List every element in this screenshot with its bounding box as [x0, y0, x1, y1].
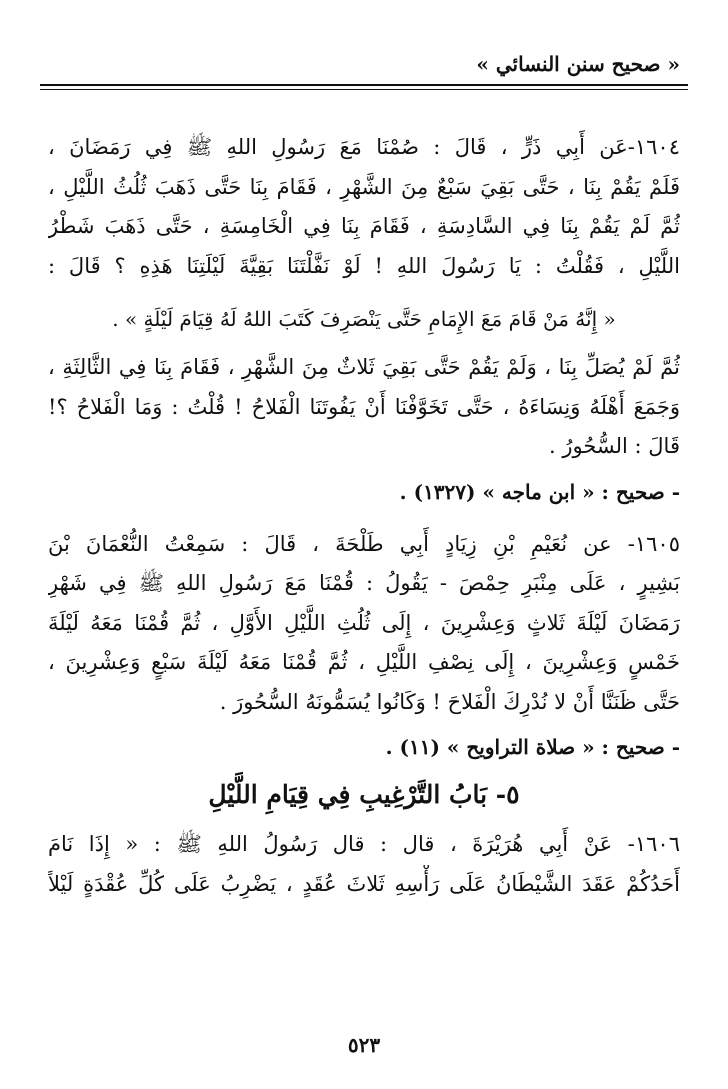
grade-note: - صحيح : « ابن ماجه » (١٣٢٧) . — [399, 479, 680, 504]
text-line: حَتَّى ظَنَنَّا أَنْ لا نُدْرِكَ الْفَلاحَ ! وَكَانُوا يُسَمُّونَهُ السُّحُورَ . — [219, 689, 680, 714]
page-header — [40, 44, 688, 86]
text-line: خَمْسٍ وَعِشْرِينَ ، إِلَى نِصْفِ اللَّيْلِ ، ثُمَّ قُمْنَا مَعَهُ لَيْلَةَ سَبْعٍ وَعِشْرِينَ ، — [48, 650, 680, 674]
text-line: ١٦٠٦- عَنْ أَبِي هُرَيْرَةَ ، قال : قال رَسُولُ اللهِ ﷺ : « إِذَا نَامَ — [48, 832, 680, 856]
page-content — [48, 128, 680, 904]
text-line: اللَّيْلِ ، فَقُلْتُ : يَا رَسُولَ اللهِ ! لَوْ نَفَّلْتَنَا بَقِيَّةَ لَيْلَتِنَا هَذِهِ ؟ قَالَ : — [48, 253, 680, 278]
text-line: ثُمَّ لَمْ يُصَلِّ بِنَا ، وَلَمْ يَقُمْ حَتَّى بَقِيَ ثَلاثٌ مِنَ الشَّهْرِ ، فَقَامَ بِنَا فِي الثَّالِثَةِ ، — [48, 355, 680, 379]
text-line: رَمَضَانَ لَيْلَةَ ثَلاثٍ وَعِشْرِينَ ، إِلَى ثُلُثِ اللَّيْلِ الأَوَّلِ ، ثُمَّ قُمْنَا مَعَهُ لَيْلَةَ — [48, 610, 680, 635]
text-line: بَشِيرٍ ، عَلَى مِنْبَرِ حِمْصَ - يَقُولُ : قُمْنَا مَعَ رَسُولِ اللهِ ﷺ فِي شَهْرِ — [48, 571, 680, 595]
header-rule-thin — [40, 89, 688, 90]
text-line: وَجَمَعَ أَهْلَهُ وَنِسَاءَهُ ، حَتَّى تَخَوَّفْنَا أَنْ يَفُوتَنَا الْفَلاحُ ! قُلْتُ : وَمَا الْفَلاحُ ؟! — [48, 394, 680, 419]
page-number: ٥٢٣ — [347, 1033, 381, 1057]
hadith-1605 — [48, 525, 680, 723]
header-rule — [40, 84, 688, 86]
grade-note: - صحيح : « صلاة التراويح » (١١) . — [385, 735, 680, 759]
hadith-1604 — [48, 128, 680, 286]
running-title: « صحيح سنن النسائي » — [476, 52, 680, 76]
text-line: ١٦٠٤-عَن أَبِي ذَرٍّ ، قَالَ : صُمْنَا مَعَ رَسُولِ اللهِ ﷺ فِي رَمَضَانَ ، — [48, 135, 680, 159]
hadith-quote: « إِنَّهُ مَنْ قَامَ مَعَ الإِمَامِ حَتَّى يَنْصَرِفَ كَتَبَ اللهُ لَهُ قِيَامَ لَيْلَةٍ » . — [112, 307, 616, 331]
text-line: أَحَدُكُمْ عَقَدَ الشَّيْطَانُ عَلَى رَأْسِهِ ثَلاثَ عُقَدٍ ، يَضْرِبُ عَلَى كُلِّ عُقْدَةٍ لَيْلاً — [48, 871, 680, 896]
text-line: قَالَ : السُّحُورُ . — [549, 434, 680, 458]
hadith-1606 — [48, 825, 680, 904]
chapter-heading: ٥- بَابُ التَّرْغِيبِ فِي قِيَامِ اللَّيْلِ — [208, 780, 520, 809]
text-line: فَلَمْ يَقُمْ بِنَا ، حَتَّى بَقِيَ سَبْعٌ مِنَ الشَّهْرِ ، فَقَامَ بِنَا حَتَّى ذَهَبَ ثُلُثُ اللَّيْلِ ، — [48, 174, 680, 199]
text-line: ١٦٠٥- عن نُعَيْمِ بْنِ زِيَادٍ أَبِي طَلْحَةَ ، قَالَ : سَمِعْتُ النُّعْمَانَ بْنَ — [48, 531, 680, 556]
text-line: ثُمَّ لَمْ يَقُمْ بِنَا فِي السَّادِسَةِ ، فَقَامَ بِنَا فِي الْخَامِسَةِ ، حَتَّى ذَهَبَ شَطْرُ — [48, 214, 680, 238]
hadith-1604-continued — [48, 348, 680, 467]
